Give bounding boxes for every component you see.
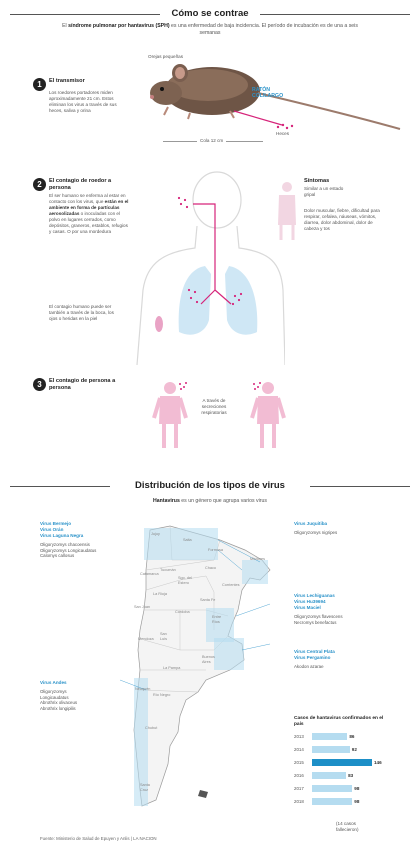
virus-group-lechiguanas: Virus Lechiguanas Virus Hu39694 Virus Maciel Oligoryzomys flavescens Necromys benefactus [294,593,343,625]
bar-2014 [312,746,350,753]
prov-san-luis: San Luis [160,632,167,641]
prov-rio-negro: Río Negro [153,693,171,697]
bar-2016 [312,772,346,779]
prov-jujuy: Jujuy [151,532,160,536]
prov-chubut: Chubut [145,726,158,730]
prov-entre-rios: Entre Ríos [212,615,222,624]
bar-2015 [312,759,372,766]
prov-salta: Salta [183,538,192,542]
prov-neuquen: Neuquén [135,687,151,691]
prov-la-pampa: La Pampa [163,666,181,670]
step-1-text: Los roedores portadores miden aproximadamente 21 cm. Estos eliminan los virus a través de sus heces, saliva y orina [49,90,117,113]
symptoms-figure-icon [276,180,298,240]
bar-2017 [312,785,352,792]
footer-source: Fuente: Ministerio de Salud de Epuyen y Anlis | LA NACION [40,836,157,841]
prov-formosa: Formosa [208,548,223,552]
prov-buenos-aires: Buenos Aires [202,655,215,664]
step-3-text: A través de secreciones respiratorias [201,398,227,415]
prov-cordoba: Córdoba [175,610,190,614]
bar-year-label: 2013 [294,734,304,739]
prov-tucuman: Tucumán [160,568,176,572]
prov-la-rioja: La Rioja [153,592,167,596]
bar-value-label: 86 [349,734,355,739]
bar-year-label: 2015 [294,760,304,765]
section-title-how: Cómo se contrae [160,8,260,19]
prov-catamarca: Catamarca [140,572,159,576]
intro-text: El síndrome pulmonar por hantavirus (SPH) es una enfermedad de baja incidencia. El período de incubación es de una a seis semanas [62,23,358,36]
prov-santa-cruz: Santa Cruz [140,783,150,792]
bar-value-label: 92 [351,747,357,752]
step-2-title: El contagio de roedor a persona [49,178,112,191]
step-2-badge: 2 [33,178,46,191]
virus-group-central-plata: Virus Central Plata Virus Pergamino Akodon azarae [294,649,335,669]
prov-santiago: Sgo. del Estero [178,576,192,585]
bar-value-label: 98 [354,786,360,791]
bar-2013 [312,733,347,740]
bar-year-label: 2017 [294,786,304,791]
bar-value-label: 98 [354,799,360,804]
ears-label: Orejas pequeñas [148,54,183,59]
step-2-text: El ser humano se enferma al estar en contacto con los virus, que están en el ambiente en forma de partículas aerosolizadas o inoculadas con el polvo en lugares cerrados, como depósitos, graneros, establos, refugios y casas. O por una mordedura [49,193,129,234]
section-title-distribution: Distribución de los tipos de virus [110,480,310,491]
symptoms-title: Síntomas [304,178,330,184]
cases-chart-title: Casos de hantavirus confirmados en el país [294,716,384,727]
bar-year-label: 2016 [294,773,304,778]
prov-misiones: Misiones [250,557,265,561]
step-2-skin-text: El contagio humano puede ser también a través de la boca, los ojos o heridas en la piel [49,304,114,321]
step-1-title: El transmisor [49,78,85,84]
virus-group-north: Virus Bermejo Virus Orán Virus Laguna Negra Oligoryzomys chacoensis Oligoryzomys Longicaudatus Calomys callosus [40,521,97,559]
prov-santa-fe: Santa Fe [200,598,216,602]
virus-group-juquitiba: Virus Juquitiba Oligoryzomys nigripes [294,521,338,535]
prov-mendoza: Mendoza [138,637,154,641]
step-3-title: El contagio de persona a persona [49,378,116,391]
human-lungs-illustration [135,170,285,365]
step-3-badge: 3 [33,378,46,391]
feces-arrow [232,105,302,135]
step-1-badge: 1 [33,78,46,91]
mouse-name-label: RATÓN COLILARGO [252,87,284,100]
bar-year-label: 2014 [294,747,304,752]
bar-2018 [312,798,352,805]
bar-value-label: 83 [348,773,354,778]
symptoms-subtitle: Similar a un estado gripal [304,186,344,197]
bar-year-label: 2018 [294,799,304,804]
symptoms-text: Dolor muscular, fiebre, dificultad para respirar, cefalea, náuseas, vómitos, diarrea, dolor abdominal, dolor de cabeza y tos [304,208,380,231]
argentina-map [110,520,290,820]
cases-note: (14 casos fallecieron) [336,821,359,832]
prov-corrientes: Corrientes [222,583,240,587]
prov-san-juan: San Juan [134,605,151,609]
feces-label: Heces [276,131,290,136]
virus-group-andes: Virus Andes Oligoryzomys Longicaudatus Abrothrix olivaceus Abrothrix longipilis [40,680,78,711]
prov-chaco: Chaco [205,566,216,570]
cases-bar-chart [294,733,404,823]
bar-value-label: 146 [374,760,382,765]
distribution-intro: Hantavirus es un género que agrupa varios virus [153,498,267,504]
tail-label: Cola 12 cm [197,138,226,144]
